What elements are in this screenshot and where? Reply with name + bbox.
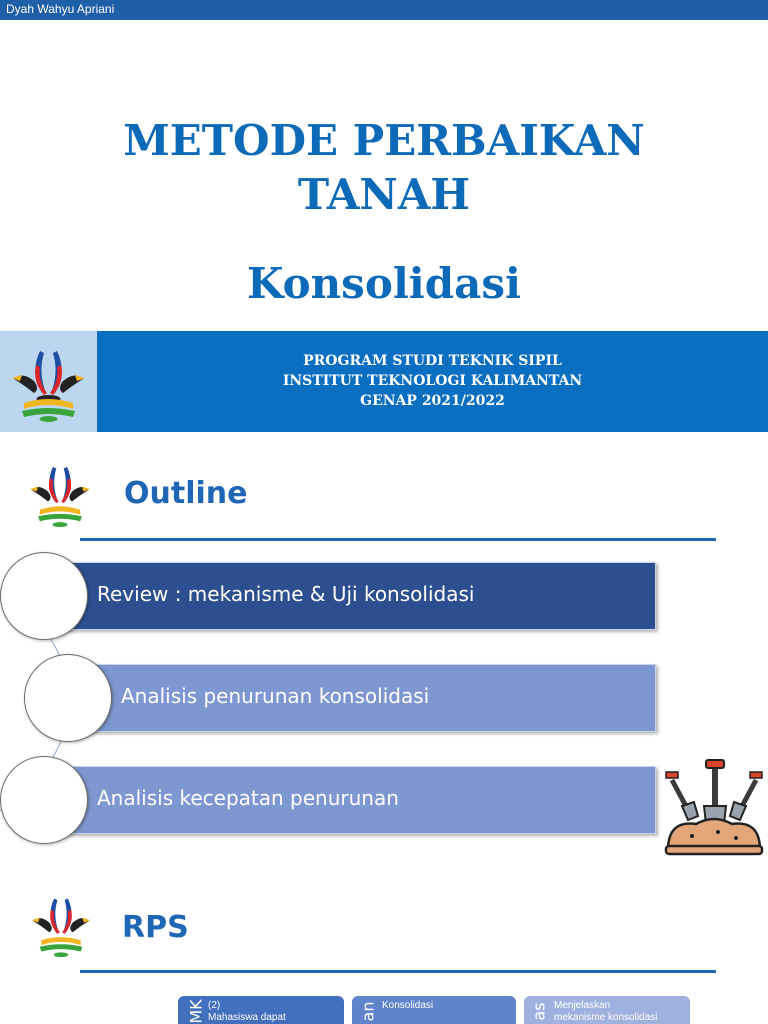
rps-card-3-line2: mekanisme konsolidasi	[554, 1012, 658, 1023]
program-name: PROGRAM STUDI TEKNIK SIPIL	[303, 353, 562, 369]
outline-bullet-1	[0, 552, 88, 640]
digging-tools-icon	[662, 758, 766, 858]
outline-item-3-label: Analisis kecepatan penurunan	[97, 786, 399, 810]
itk-logo-icon	[0, 331, 97, 432]
rps-card-3	[524, 996, 690, 1024]
institution-band	[0, 331, 768, 432]
outline-bullet-2	[24, 654, 112, 742]
rps-divider	[80, 970, 716, 973]
rps-logo	[22, 878, 100, 972]
slide-title-line2: TANAH	[297, 170, 471, 219]
outline-item-1-label: Review : mekanisme & Uji konsolidasi	[97, 582, 475, 606]
outline-title: Outline	[124, 476, 248, 511]
author-bar	[0, 0, 768, 20]
slide-title-line1: METODE PERBAIKAN	[123, 116, 645, 165]
institution-text	[97, 351, 768, 411]
rps-card-2-label: an	[358, 1001, 378, 1022]
outline-item-2-label: Analisis penurunan konsolidasi	[121, 684, 430, 708]
itk-logo-icon	[22, 878, 100, 968]
rps-title: RPS	[122, 910, 189, 945]
slide-subtitle: Konsolidasi	[247, 259, 521, 308]
rps-card-2-line1: Konsolidasi	[382, 1000, 434, 1011]
rps-card-3-label: as	[529, 1002, 549, 1021]
outline-item-2	[68, 664, 656, 732]
rps-card-3-line1: Menjelaskan	[554, 1000, 611, 1011]
outline-divider	[80, 538, 716, 541]
rps-card-2	[352, 996, 516, 1024]
rps-card-1	[178, 996, 344, 1024]
outline-item-1	[44, 562, 656, 630]
outline-item-3	[44, 766, 656, 834]
itk-logo-icon	[20, 446, 100, 538]
author-name: Dyah Wahyu Apriani	[6, 2, 115, 16]
institute-name: INSTITUT TEKNOLOGI KALIMANTAN	[282, 373, 583, 389]
semester: GENAP 2021/2022	[360, 393, 505, 409]
rps-card-1-label: MK	[186, 999, 206, 1024]
rps-card-1-line2: Mahasiswa dapat	[208, 1012, 286, 1023]
outline-bullet-3	[0, 756, 88, 844]
itk-logo-box	[0, 331, 97, 432]
outline-logo	[20, 446, 100, 542]
rps-card-1-line1: (2)	[208, 1000, 221, 1011]
